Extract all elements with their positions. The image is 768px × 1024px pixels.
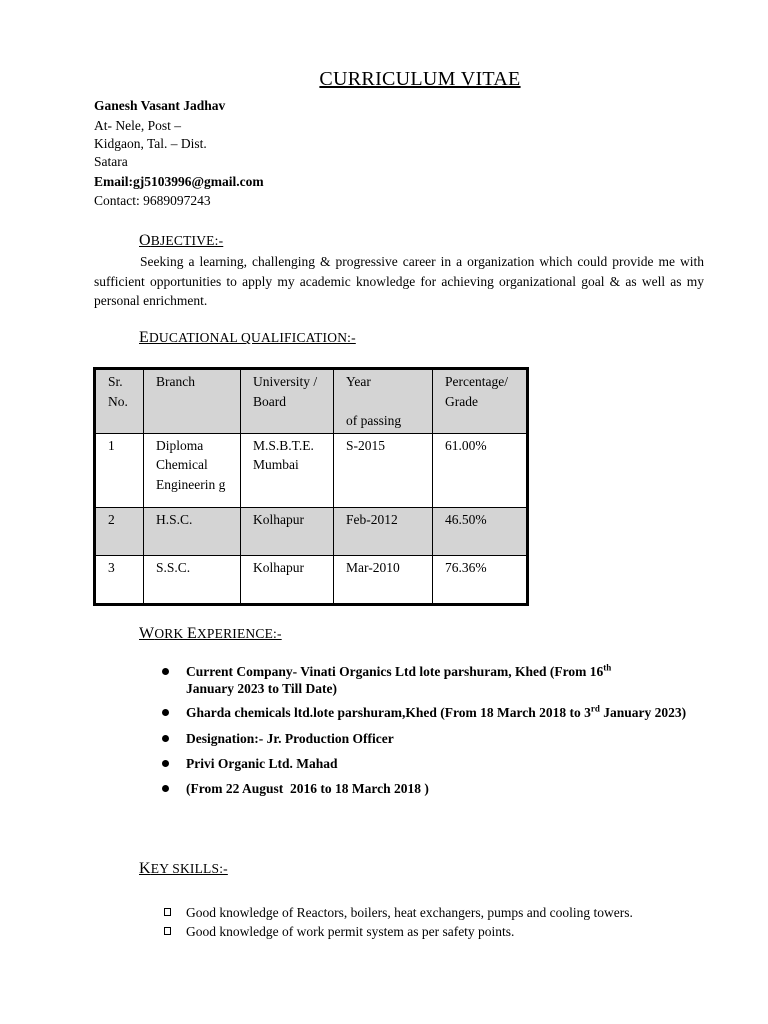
skills-list xyxy=(162,903,722,941)
education-table xyxy=(93,367,529,606)
cell-year: Mar-2010 xyxy=(334,555,433,605)
table-row xyxy=(95,507,528,555)
header-branch: Branch xyxy=(144,369,241,434)
cell-branch: S.S.C. xyxy=(144,555,241,605)
address-line-2: Kidgaon, Tal. – Dist. xyxy=(94,136,207,151)
education-heading: EDUCATIONAL QUALIFICATION:- xyxy=(139,329,356,346)
address-line-3: Satara xyxy=(94,154,128,169)
skills-heading: KEY SKILLS:- xyxy=(139,860,228,877)
email-value: gj5103996@gmail.com xyxy=(133,174,264,189)
work-heading: WORK EXPERIENCE:- xyxy=(139,625,282,642)
header-grade: Percentage/ Grade xyxy=(433,369,528,434)
objective-heading: OBJECTIVE:- xyxy=(139,232,224,249)
bullet-icon xyxy=(162,735,169,742)
list-item: Good knowledge of work permit system as per safety points. xyxy=(162,922,722,941)
header-year: Year of passing xyxy=(334,369,433,434)
table-row xyxy=(95,433,528,507)
bullet-icon xyxy=(162,668,169,675)
cell-year: Feb-2012 xyxy=(334,507,433,555)
cell-grade: 61.00% xyxy=(433,433,528,507)
email-line xyxy=(94,172,264,192)
header-university: University / Board xyxy=(241,369,334,434)
email-label: Email: xyxy=(94,174,133,189)
bullet-icon xyxy=(162,785,169,792)
list-item: Designation:- Jr. Production Officer xyxy=(158,730,718,747)
list-item: Privi Organic Ltd. Mahad xyxy=(158,755,718,772)
checkbox-bullet-icon xyxy=(164,927,171,935)
list-item: Current Company- Vinati Organics Ltd lote parshuram, Khed (From 16th January 2023 to Till Date) xyxy=(158,663,718,697)
cell-sr: 1 xyxy=(95,433,144,507)
table-row xyxy=(95,555,528,605)
bullet-icon xyxy=(162,709,169,716)
header-sr-no: Sr. No. xyxy=(95,369,144,434)
list-item: Gharda chemicals ltd.lote parshuram,Khed (From 18 March 2018 to 3rd January 2023) xyxy=(158,704,718,721)
objective-text: Seeking a learning, challenging & progressive career in a organization which could provide me with sufficient opportunities to apply my academic knowledge for achieving organizational goal & as well as my personal enrichment. xyxy=(94,254,704,308)
cell-board: Kolhapur xyxy=(241,507,334,555)
cell-grade: 46.50% xyxy=(433,507,528,555)
checkbox-bullet-icon xyxy=(164,908,171,916)
cell-sr: 2 xyxy=(95,507,144,555)
table-header-row xyxy=(95,369,528,434)
list-item: (From 22 August 2016 to 18 March 2018 ) xyxy=(158,780,718,797)
contact-label: Contact: xyxy=(94,193,140,208)
list-item: Good knowledge of Reactors, boilers, heat exchangers, pumps and cooling towers. xyxy=(162,903,722,922)
cell-branch: H.S.C. xyxy=(144,507,241,555)
address-line-1: At- Nele, Post – xyxy=(94,118,181,133)
cell-board: M.S.B.T.E. Mumbai xyxy=(241,433,334,507)
cell-sr: 3 xyxy=(95,555,144,605)
candidate-name: Ganesh Vasant Jadhav xyxy=(94,98,226,113)
document-title: CURRICULUM VITAE xyxy=(319,68,521,90)
cell-board: Kolhapur xyxy=(241,555,334,605)
work-list xyxy=(158,663,718,797)
contact-line xyxy=(94,191,211,211)
cell-branch: Diploma Chemical Engineerin g xyxy=(144,433,241,507)
cell-grade: 76.36% xyxy=(433,555,528,605)
cell-year: S-2015 xyxy=(334,433,433,507)
bullet-icon xyxy=(162,760,169,767)
contact-value: 9689097243 xyxy=(143,193,211,208)
